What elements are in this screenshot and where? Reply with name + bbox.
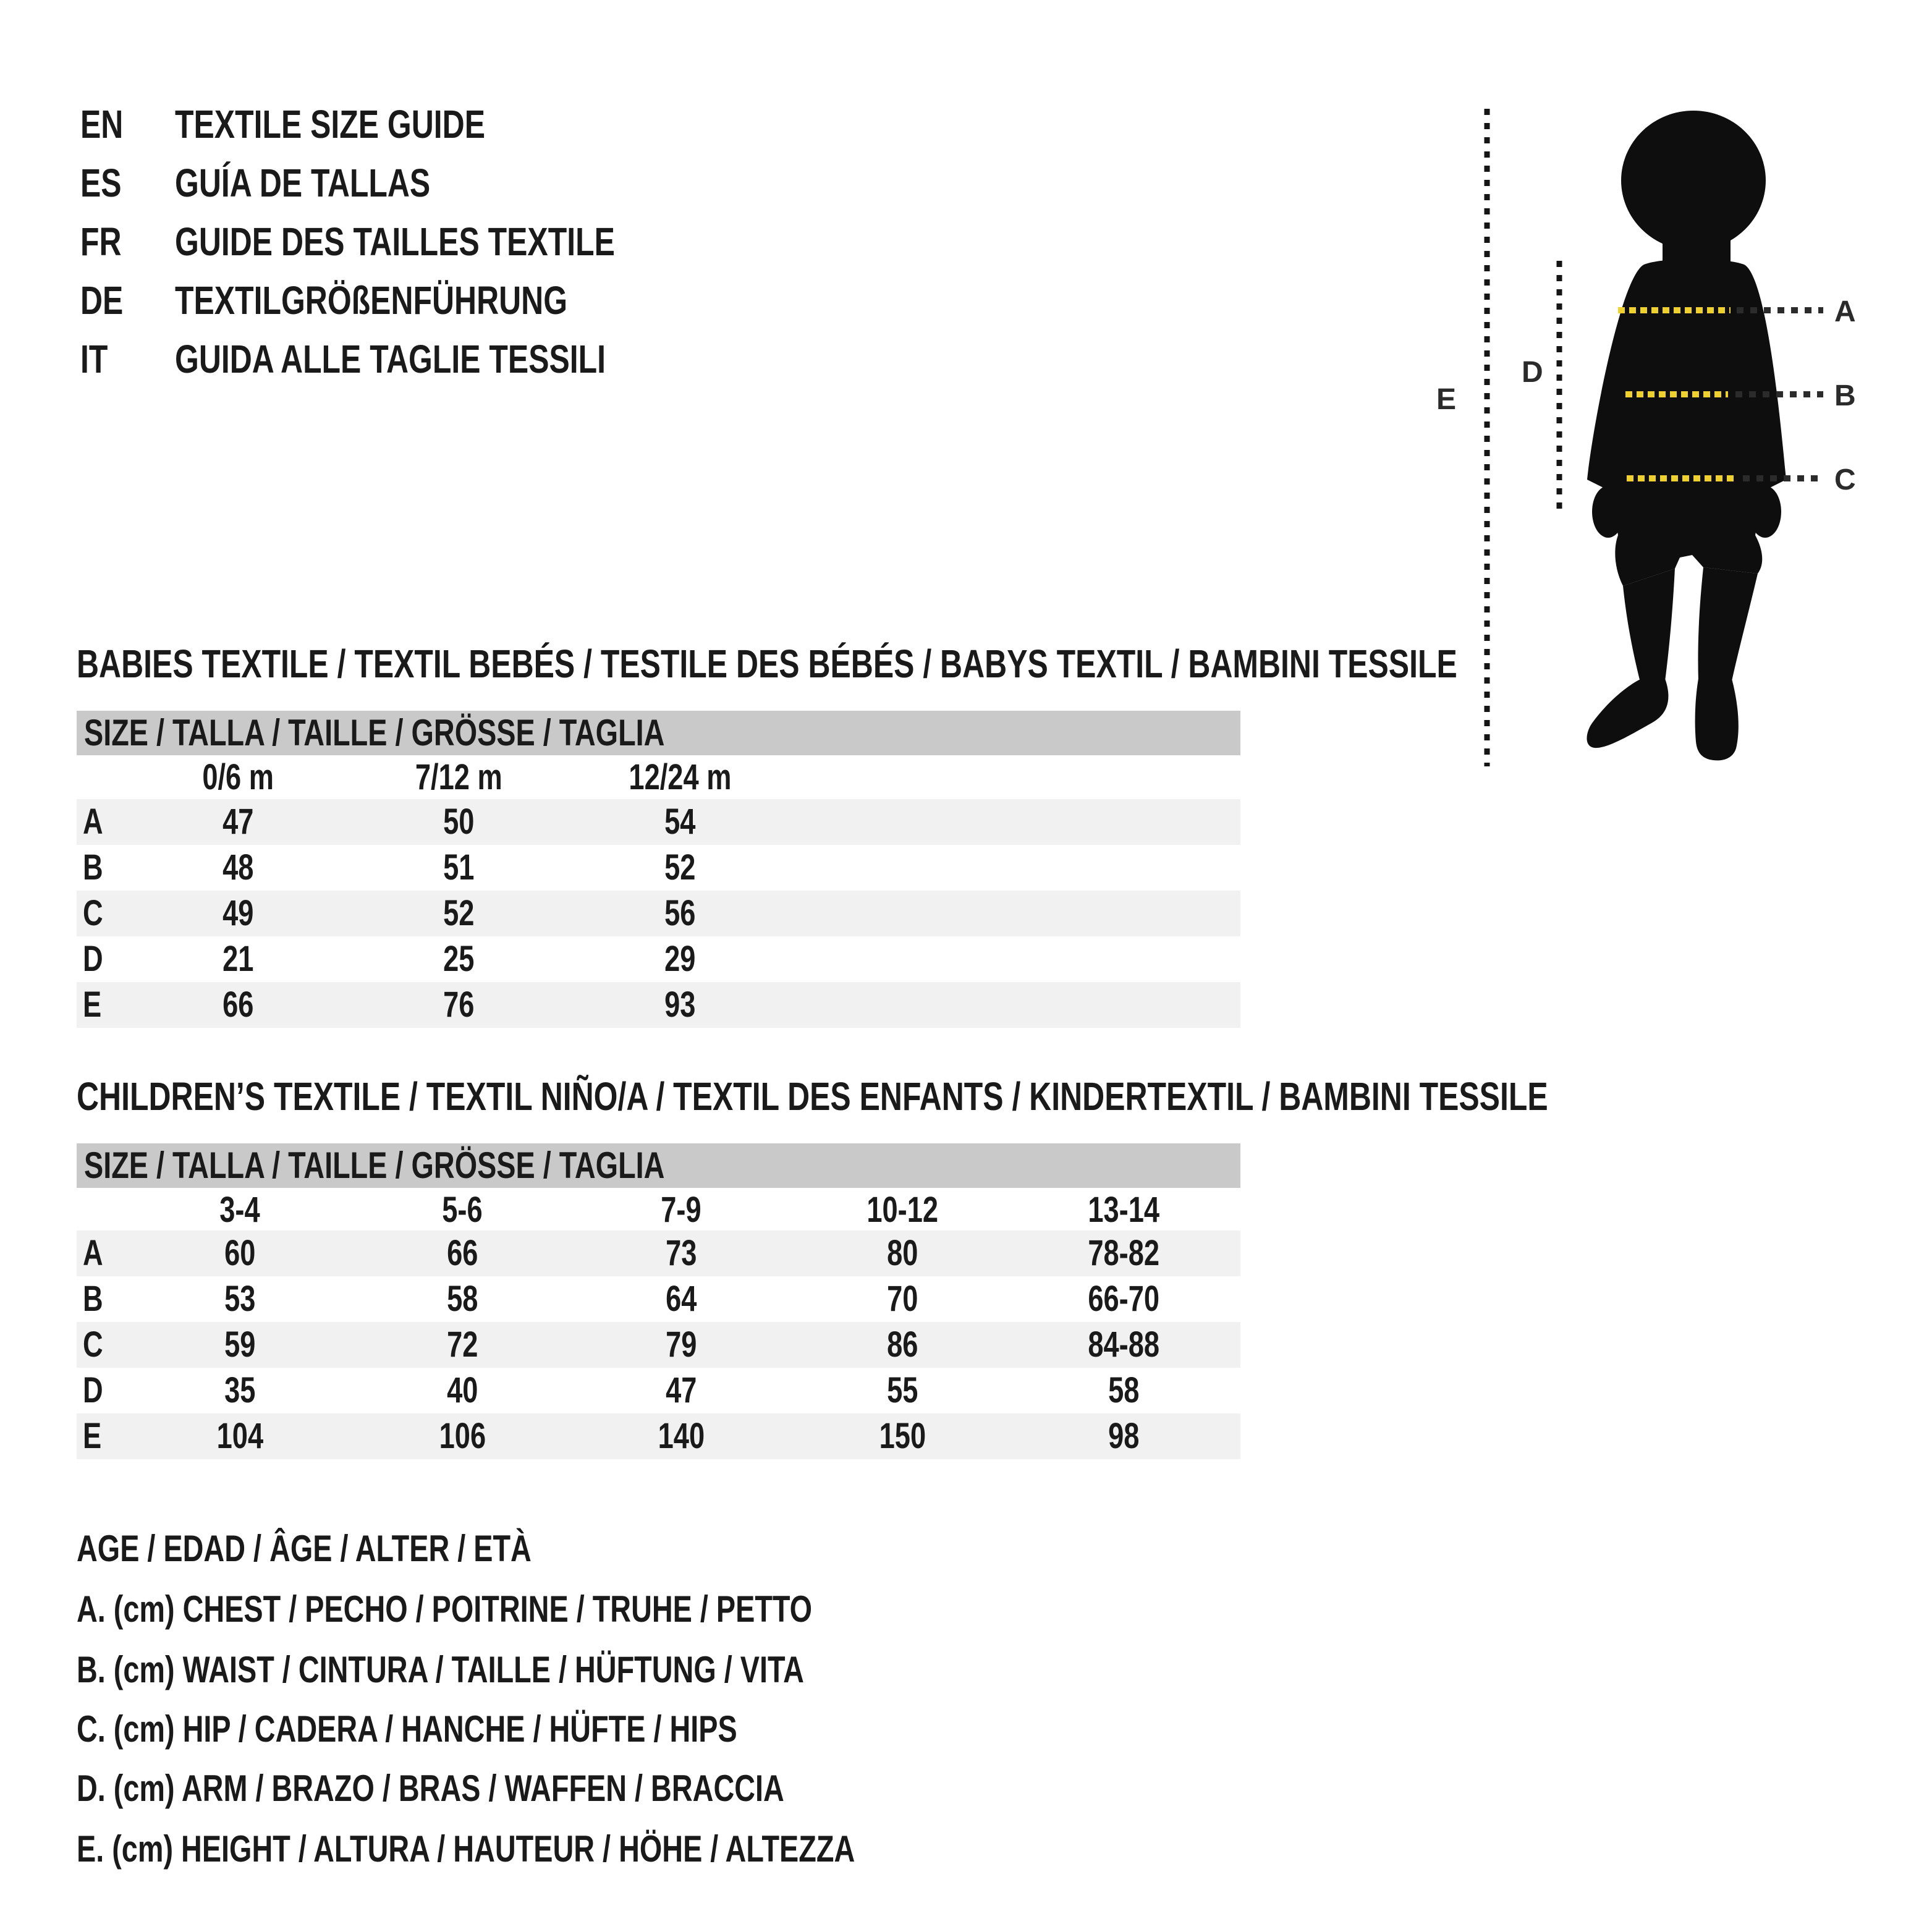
legend-chest: A. (cm) CHEST / PECHO / POITRINE / TRUHE / PETTO <box>77 1588 813 1630</box>
size-cell: 79 <box>665 1324 697 1365</box>
size-cell: 53 <box>224 1279 256 1319</box>
size-cell: 52 <box>443 893 475 933</box>
header-title-es: GUÍA DE TALLAS <box>175 161 431 205</box>
babies-size-header-band: SIZE / TALLA / TAILLE / GRÖSSE / TAGLIA <box>77 711 1240 755</box>
children-row-e <box>77 1413 1240 1459</box>
size-cell: 66-70 <box>1088 1279 1159 1319</box>
legend-height: E. (cm) HEIGHT / ALTURA / HAUTEUR / HÖHE / ALTEZZA <box>77 1828 855 1870</box>
babies-row-d <box>77 936 1240 982</box>
size-cell: 47 <box>222 802 254 842</box>
babies-column-header: 12/24 m <box>628 757 731 797</box>
row-label: B <box>83 1279 103 1319</box>
children-column-header: 7-9 <box>661 1190 701 1230</box>
size-cell: 73 <box>665 1233 697 1273</box>
row-label: D <box>83 939 103 979</box>
babies-row-b <box>77 845 1240 891</box>
size-cell: 66 <box>446 1233 478 1273</box>
size-cell: 104 <box>216 1416 263 1456</box>
row-label: C <box>83 893 103 933</box>
size-cell: 59 <box>224 1324 256 1365</box>
size-cell: 40 <box>446 1370 478 1410</box>
children-row-d <box>77 1368 1240 1413</box>
silhouette-left-hand <box>1592 486 1624 538</box>
silhouette-head <box>1621 111 1766 250</box>
babies-column-header: 7/12 m <box>415 757 502 797</box>
size-cell: 98 <box>1108 1416 1140 1456</box>
babies-row-e <box>77 982 1240 1028</box>
size-cell: 25 <box>443 939 475 979</box>
babies-column-header: 0/6 m <box>202 757 274 797</box>
silhouette-left-shoe <box>1587 679 1669 748</box>
babies-row-c <box>77 891 1240 936</box>
language-code-fr: FR <box>80 219 122 264</box>
size-cell: 72 <box>446 1324 478 1365</box>
language-code-de: DE <box>80 278 124 323</box>
size-cell: 55 <box>886 1370 918 1410</box>
children-column-header: 3-4 <box>219 1190 260 1230</box>
hip-label: C <box>1834 464 1856 496</box>
row-label: E <box>83 985 102 1025</box>
size-cell: 56 <box>664 893 696 933</box>
size-cell: 93 <box>664 985 696 1025</box>
size-cell: 29 <box>664 939 696 979</box>
size-cell: 54 <box>664 802 696 842</box>
arm-label: D <box>1522 356 1543 389</box>
babies-section-title: BABIES TEXTILE / TEXTIL BEBÉS / TESTILE DES BÉBÉS / BABYS TEXTIL / BAMBINI TESSILE <box>77 642 1457 686</box>
size-cell: 150 <box>879 1416 926 1456</box>
row-label: B <box>83 847 103 888</box>
row-label: E <box>83 1416 102 1456</box>
row-label: C <box>83 1324 103 1365</box>
size-cell: 86 <box>886 1324 918 1365</box>
size-cell: 50 <box>443 802 475 842</box>
size-cell: 80 <box>886 1233 918 1273</box>
silhouette-right-hand <box>1749 486 1781 538</box>
size-cell: 47 <box>665 1370 697 1410</box>
size-cell: 140 <box>658 1416 705 1456</box>
size-cell: 35 <box>224 1370 256 1410</box>
legend-hip: C. (cm) HIP / CADERA / HANCHE / HÜFTE / HIPS <box>77 1708 737 1750</box>
silhouette-right-shoe <box>1695 679 1739 760</box>
size-cell: 106 <box>439 1416 486 1456</box>
row-label: A <box>83 1233 103 1273</box>
size-cell: 60 <box>224 1233 256 1273</box>
size-cell: 21 <box>222 939 254 979</box>
babies-column-header-row <box>77 755 1240 799</box>
size-cell: 52 <box>664 847 696 888</box>
size-cell: 49 <box>222 893 254 933</box>
children-column-header-row <box>77 1188 1240 1232</box>
children-row-a <box>77 1231 1240 1276</box>
size-cell: 78-82 <box>1088 1233 1159 1273</box>
legend-age: AGE / EDAD / ÂGE / ALTER / ETÀ <box>77 1528 532 1569</box>
babies-row-a <box>77 799 1240 845</box>
legend-waist: B. (cm) WAIST / CINTURA / TAILLE / HÜFTUNG / VITA <box>77 1649 804 1690</box>
children-column-header: 5-6 <box>442 1190 483 1230</box>
header-title-fr: GUIDE DES TAILLES TEXTILE <box>175 219 615 264</box>
header-title-de: TEXTILGRÖßENFÜHRUNG <box>175 278 568 323</box>
legend-arm: D. (cm) ARM / BRAZO / BRAS / WAFFEN / BRACCIA <box>77 1768 784 1809</box>
size-cell: 58 <box>1108 1370 1140 1410</box>
measurement-diagram <box>1421 87 1932 797</box>
language-code-es: ES <box>80 161 122 205</box>
size-cell: 66 <box>222 985 254 1025</box>
size-cell: 64 <box>665 1279 697 1319</box>
size-cell: 76 <box>443 985 475 1025</box>
row-label: D <box>83 1370 103 1410</box>
size-cell: 51 <box>443 847 475 888</box>
children-section-title: CHILDREN’S TEXTILE / TEXTIL NIÑO/A / TEXTIL DES ENFANTS / KINDERTEXTIL / BAMBINI TESSILE <box>77 1074 1548 1119</box>
row-label: A <box>83 802 103 842</box>
children-row-b <box>77 1276 1240 1322</box>
header-title-it: GUIDA ALLE TAGLIE TESSILI <box>175 337 606 381</box>
size-cell: 58 <box>446 1279 478 1319</box>
children-column-header: 10-12 <box>866 1190 938 1230</box>
waist-label: B <box>1834 379 1856 412</box>
children-column-header: 13-14 <box>1088 1190 1159 1230</box>
header-title-en: TEXTILE SIZE GUIDE <box>175 102 486 146</box>
children-size-header-band: SIZE / TALLA / TAILLE / GRÖSSE / TAGLIA <box>77 1143 1240 1188</box>
language-code-it: IT <box>80 337 108 381</box>
chest-label: A <box>1834 295 1856 328</box>
language-code-en: EN <box>80 102 124 146</box>
size-cell: 48 <box>222 847 254 888</box>
height-label: E <box>1436 383 1457 416</box>
children-row-c <box>77 1322 1240 1368</box>
size-cell: 84-88 <box>1088 1324 1159 1365</box>
size-cell: 70 <box>886 1279 918 1319</box>
